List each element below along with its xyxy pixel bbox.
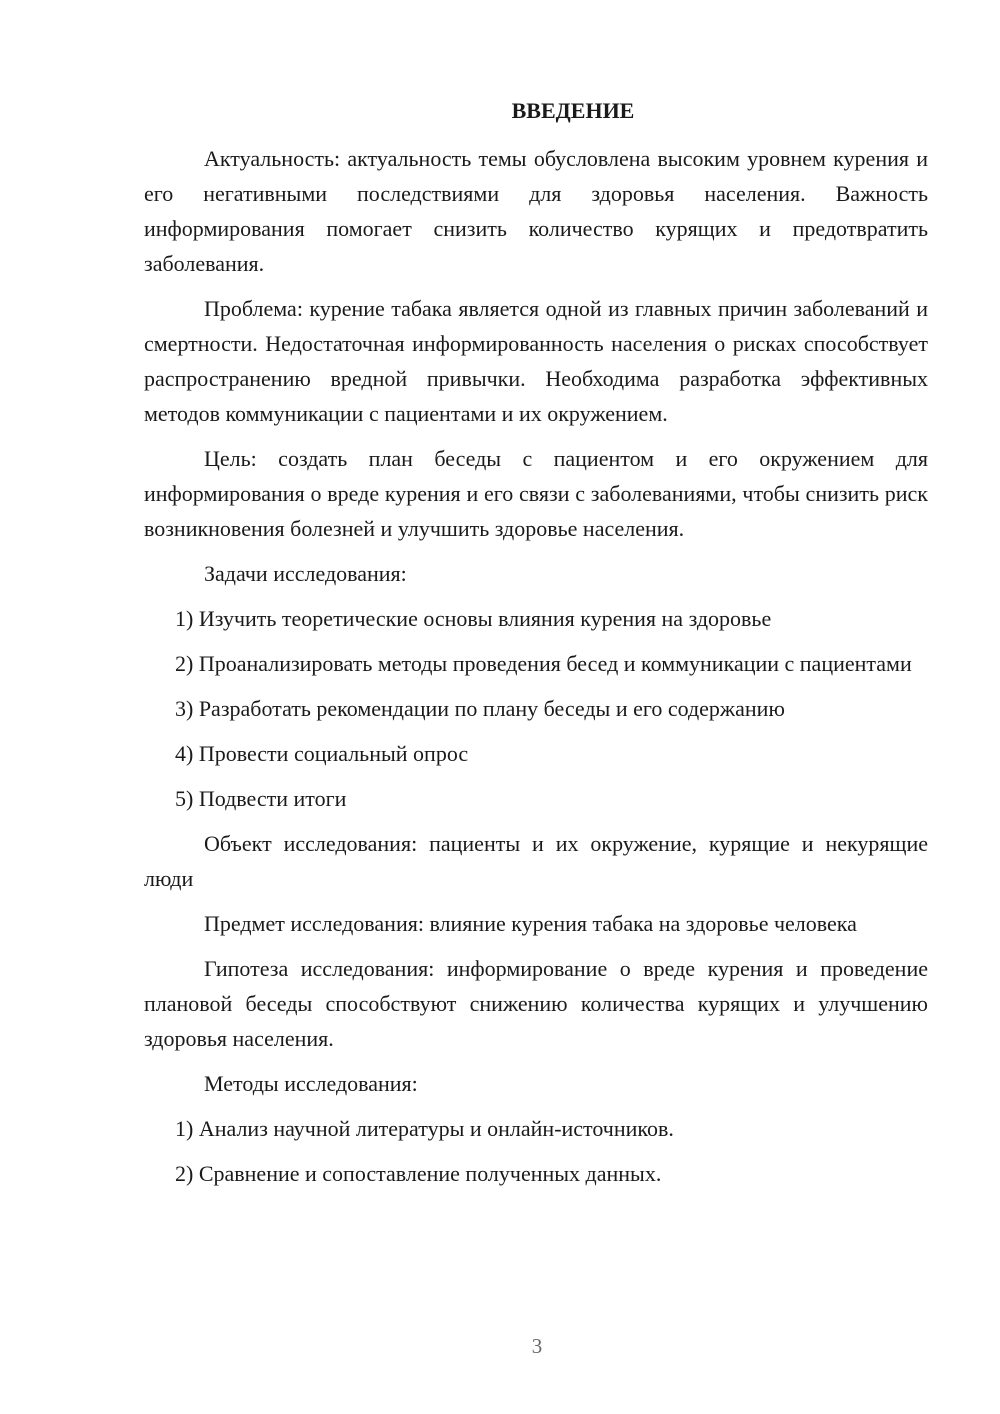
tasks-list xyxy=(144,601,928,816)
document-page xyxy=(144,96,928,1201)
list-item: 1) Изучить теоретические основы влияния курения на здоровье xyxy=(175,606,772,631)
paragraph-subject: Предмет исследования: влияние курения табака на здоровье человека xyxy=(204,911,857,936)
page-number: 3 xyxy=(531,1334,543,1358)
methods-heading: Методы исследования: xyxy=(204,1071,418,1096)
list-item: 2) Проанализировать методы проведения бесед и коммуникации с пациентами xyxy=(175,651,912,676)
list-item: 4) Провести социальный опрос xyxy=(175,741,469,766)
page-title: ВВЕДЕНИЕ xyxy=(511,98,635,123)
list-item: 3) Разработать рекомендации по плану беседы и его содержанию xyxy=(175,696,785,721)
methods-list xyxy=(144,1111,928,1191)
paragraph-goal: Цель: создать план беседы с пациентом и его окружением для информирования о вреде курения и его связи с заболеваниями, чтобы снизить риск возникновения болезней и улучшить здоровье населения. xyxy=(144,446,928,541)
list-item: 5) Подвести итоги xyxy=(175,786,347,811)
list-item: 1) Анализ научной литературы и онлайн-источников. xyxy=(175,1116,674,1141)
paragraph-object: Объект исследования: пациенты и их окружение, курящие и некурящие люди xyxy=(144,831,928,891)
tasks-heading: Задачи исследования: xyxy=(204,561,407,586)
paragraph-problem: Проблема: курение табака является одной из главных причин заболеваний и смертности. Недостаточная информированность населения о рисках способствует распространению вредной привычки. Необходима разработка эффективных методов коммуникации с пациентами и их окружением. xyxy=(144,296,928,426)
paragraph-hypothesis: Гипотеза исследования: информирование о вреде курения и проведение плановой беседы способствуют снижению количества курящих и улучшению здоровья населения. xyxy=(144,956,928,1051)
paragraph-relevance: Актуальность: актуальность темы обусловлена высоким уровнем курения и его негативными последствиями для здоровья населения. Важность информирования помогает снизить количество курящих и предотвратить заболевания. xyxy=(144,146,928,276)
list-item: 2) Сравнение и сопоставление полученных данных. xyxy=(175,1161,662,1186)
